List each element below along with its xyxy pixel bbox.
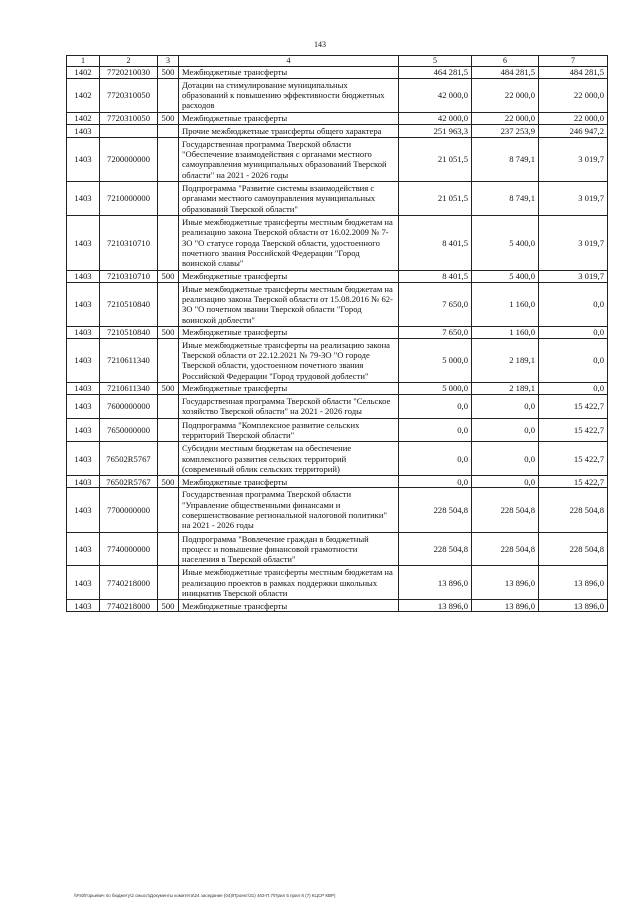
amount-cell-1: 0,0 [399,476,472,488]
table-row [67,418,608,442]
amount-cell-2: 1 160,0 [472,282,539,326]
section-cell: 1403 [67,488,100,532]
section-cell: 1402 [67,112,100,124]
section-cell: 1403 [67,326,100,338]
amount-cell-1: 464 281,5 [399,66,472,78]
table-row [67,383,608,395]
amount-cell-1: 13 896,0 [399,600,472,612]
table-row [67,78,608,112]
section-cell: 1403 [67,282,100,326]
section-cell: 1403 [67,216,100,271]
item-name-cell: Межбюджетные трансферты [179,270,399,282]
expense-type-cell: 500 [158,66,179,78]
amount-cell-2: 484 281,5 [472,66,539,78]
section-cell: 1403 [67,600,100,612]
item-name-cell: Межбюджетные трансферты [179,112,399,124]
expense-type-cell [158,182,179,216]
amount-cell-2: 1 160,0 [472,326,539,338]
amount-cell-1: 228 504,8 [399,532,472,566]
column-number: 1 [67,56,100,67]
amount-cell-1: 5 000,0 [399,338,472,382]
item-name-cell: Межбюджетные трансферты [179,476,399,488]
target-code-cell [100,124,158,137]
budget-table [66,55,608,612]
item-name-cell: Подпрограмма "Развитие системы взаимодействия с органами местного самоуправления муниципальных образований Тверской области" [179,182,399,216]
target-code-cell: 7210510840 [100,326,158,338]
item-name-cell: Государственная программа Тверской области "Управление общественными финансами и совершенствование региональной налоговой политики" на 2021 - 2026 годы [179,488,399,532]
section-cell: 1403 [67,182,100,216]
section-cell: 1403 [67,124,100,137]
amount-cell-2: 5 400,0 [472,270,539,282]
expense-type-cell [158,216,179,271]
amount-cell-3: 13 896,0 [539,600,608,612]
amount-cell-3: 15 422,7 [539,476,608,488]
amount-cell-3: 13 896,0 [539,566,608,600]
expense-type-cell [158,137,179,181]
page-number: 143 [314,40,326,49]
item-name-cell: Иные межбюджетные трансферты местным бюджетам на реализацию закона Тверской области от 15.08.2016 № 62-ЗО "О почетном звании Тверской области "Город воинской доблести" [179,282,399,326]
amount-cell-3: 15 422,7 [539,442,608,476]
table-row [67,124,608,137]
target-code-cell: 7200000000 [100,137,158,181]
target-code-cell: 7740000000 [100,532,158,566]
item-name-cell: Иные межбюджетные трансферты местным бюджетам на реализацию закона Тверской области от 16.02.2009 № 7-ЗО "О статусе города Тверской области, удостоенного почетного звания Российской Федерации "Город воинской славы" [179,216,399,271]
expense-type-cell: 500 [158,476,179,488]
section-cell: 1402 [67,66,100,78]
item-name-cell: Подпрограмма "Комплексное развитие сельских территорий Тверской области" [179,418,399,442]
table-row [67,216,608,271]
item-name-cell: Иные межбюджетные трансферты местным бюджетам на реализацию проектов в рамках поддержки школьных инициатив Тверской области [179,566,399,600]
target-code-cell: 7650000000 [100,418,158,442]
table-row [67,532,608,566]
amount-cell-3: 246 947,2 [539,124,608,137]
expense-type-cell: 500 [158,112,179,124]
item-name-cell: Межбюджетные трансферты [179,383,399,395]
table-row [67,137,608,181]
amount-cell-2: 8 749,1 [472,137,539,181]
expense-type-cell [158,442,179,476]
amount-cell-1: 228 504,8 [399,488,472,532]
amount-cell-3: 3 019,7 [539,270,608,282]
target-code-cell: 7720310050 [100,78,158,112]
table-row [67,476,608,488]
expense-type-cell: 500 [158,383,179,395]
table-row [67,600,608,612]
amount-cell-1: 21 051,5 [399,182,472,216]
expense-type-cell [158,488,179,532]
amount-cell-3: 228 504,8 [539,488,608,532]
amount-cell-3: 3 019,7 [539,137,608,181]
expense-type-cell [158,78,179,112]
amount-cell-1: 7 650,0 [399,282,472,326]
table-row [67,270,608,282]
amount-cell-2: 22 000,0 [472,112,539,124]
expense-type-cell [158,532,179,566]
item-name-cell: Иные межбюджетные трансферты на реализацию закона Тверской области от 22.12.2021 № 79-ЗО "О городе Тверской области, удостоенном почетного звания Российской Федерации "Город трудовой доблести" [179,338,399,382]
amount-cell-1: 21 051,5 [399,137,472,181]
target-code-cell: 76502R5767 [100,442,158,476]
item-name-cell: Прочие межбюджетные трансферты общего характера [179,124,399,137]
target-code-cell: 7210510840 [100,282,158,326]
section-cell: 1403 [67,532,100,566]
expense-type-cell: 500 [158,270,179,282]
expense-type-cell [158,418,179,442]
section-cell: 1403 [67,338,100,382]
amount-cell-1: 42 000,0 [399,78,472,112]
item-name-cell: Подпрограмма "Вовлечение граждан в бюджетный процесс и повышение финансовой грамотности населения в Тверской области" [179,532,399,566]
footer-file-path: \\Fs0\Горьевич по бюджету\2 смысл\Документы комитета\24 заседание (04)\Проект\31) 463-П.7\Прил 5 прил 8 (7) КЦСР КВР) [74,893,336,898]
column-number: 4 [179,56,399,67]
target-code-cell: 7210611340 [100,338,158,382]
expense-type-cell: 500 [158,326,179,338]
column-number: 5 [399,56,472,67]
amount-cell-2: 13 896,0 [472,600,539,612]
amount-cell-1: 0,0 [399,395,472,419]
section-cell: 1403 [67,418,100,442]
amount-cell-3: 0,0 [539,383,608,395]
item-name-cell: Межбюджетные трансферты [179,326,399,338]
amount-cell-1: 5 000,0 [399,383,472,395]
table-row [67,395,608,419]
amount-cell-1: 8 401,5 [399,216,472,271]
amount-cell-2: 2 189,1 [472,338,539,382]
section-cell: 1403 [67,566,100,600]
amount-cell-3: 228 504,8 [539,532,608,566]
target-code-cell: 7210310710 [100,216,158,271]
table-row [67,566,608,600]
amount-cell-1: 0,0 [399,418,472,442]
amount-cell-3: 484 281,5 [539,66,608,78]
amount-cell-2: 237 253,9 [472,124,539,137]
column-number: 2 [100,56,158,67]
amount-cell-1: 0,0 [399,442,472,476]
target-code-cell: 7740218000 [100,566,158,600]
table-row [67,282,608,326]
amount-cell-2: 0,0 [472,418,539,442]
target-code-cell: 7210000000 [100,182,158,216]
amount-cell-3: 3 019,7 [539,216,608,271]
section-cell: 1403 [67,137,100,181]
amount-cell-3: 22 000,0 [539,112,608,124]
amount-cell-2: 5 400,0 [472,216,539,271]
amount-cell-2: 0,0 [472,442,539,476]
column-number: 6 [472,56,539,67]
amount-cell-1: 251 963,3 [399,124,472,137]
expense-type-cell [158,395,179,419]
expense-type-cell [158,282,179,326]
amount-cell-3: 0,0 [539,326,608,338]
amount-cell-2: 228 504,8 [472,488,539,532]
target-code-cell: 76502R5767 [100,476,158,488]
table-row [67,338,608,382]
amount-cell-2: 0,0 [472,395,539,419]
amount-cell-3: 15 422,7 [539,395,608,419]
section-cell: 1403 [67,476,100,488]
table-row [67,488,608,532]
amount-cell-1: 7 650,0 [399,326,472,338]
table-row [67,326,608,338]
target-code-cell: 7720310050 [100,112,158,124]
amount-cell-2: 13 896,0 [472,566,539,600]
amount-cell-2: 228 504,8 [472,532,539,566]
item-name-cell: Субсидии местным бюджетам на обеспечение комплексного развития сельских территорий (современный облик сельских территорий) [179,442,399,476]
amount-cell-2: 2 189,1 [472,383,539,395]
target-code-cell: 7210611340 [100,383,158,395]
section-cell: 1402 [67,78,100,112]
amount-cell-3: 15 422,7 [539,418,608,442]
target-code-cell: 7720210030 [100,66,158,78]
target-code-cell: 7210310710 [100,270,158,282]
amount-cell-2: 22 000,0 [472,78,539,112]
expense-type-cell [158,338,179,382]
table-row [67,112,608,124]
section-cell: 1403 [67,383,100,395]
target-code-cell: 7700000000 [100,488,158,532]
amount-cell-3: 0,0 [539,338,608,382]
amount-cell-1: 42 000,0 [399,112,472,124]
amount-cell-2: 0,0 [472,476,539,488]
table-row [67,66,608,78]
column-number: 7 [539,56,608,67]
amount-cell-1: 13 896,0 [399,566,472,600]
table-row [67,182,608,216]
column-number-row [67,56,608,67]
expense-type-cell [158,124,179,137]
item-name-cell: Межбюджетные трансферты [179,66,399,78]
expense-type-cell [158,566,179,600]
amount-cell-2: 8 749,1 [472,182,539,216]
table-row [67,442,608,476]
amount-cell-3: 0,0 [539,282,608,326]
section-cell: 1403 [67,395,100,419]
amount-cell-3: 3 019,7 [539,182,608,216]
amount-cell-1: 8 401,5 [399,270,472,282]
section-cell: 1403 [67,270,100,282]
amount-cell-3: 22 000,0 [539,78,608,112]
item-name-cell: Государственная программа Тверской области "Обеспечение взаимодействия с органами местного самоуправления муниципальных образований Тверской области" на 2021 - 2026 годы [179,137,399,181]
column-number: 3 [158,56,179,67]
budget-table-body [67,66,608,612]
section-cell: 1403 [67,442,100,476]
expense-type-cell: 500 [158,600,179,612]
item-name-cell: Межбюджетные трансферты [179,600,399,612]
target-code-cell: 7600000000 [100,395,158,419]
item-name-cell: Дотации на стимулирование муниципальных образований к повышению эффективности бюджетных расходов [179,78,399,112]
item-name-cell: Государственная программа Тверской области "Сельское хозяйство Тверской области" на 2021 - 2026 годы [179,395,399,419]
target-code-cell: 7740218000 [100,600,158,612]
